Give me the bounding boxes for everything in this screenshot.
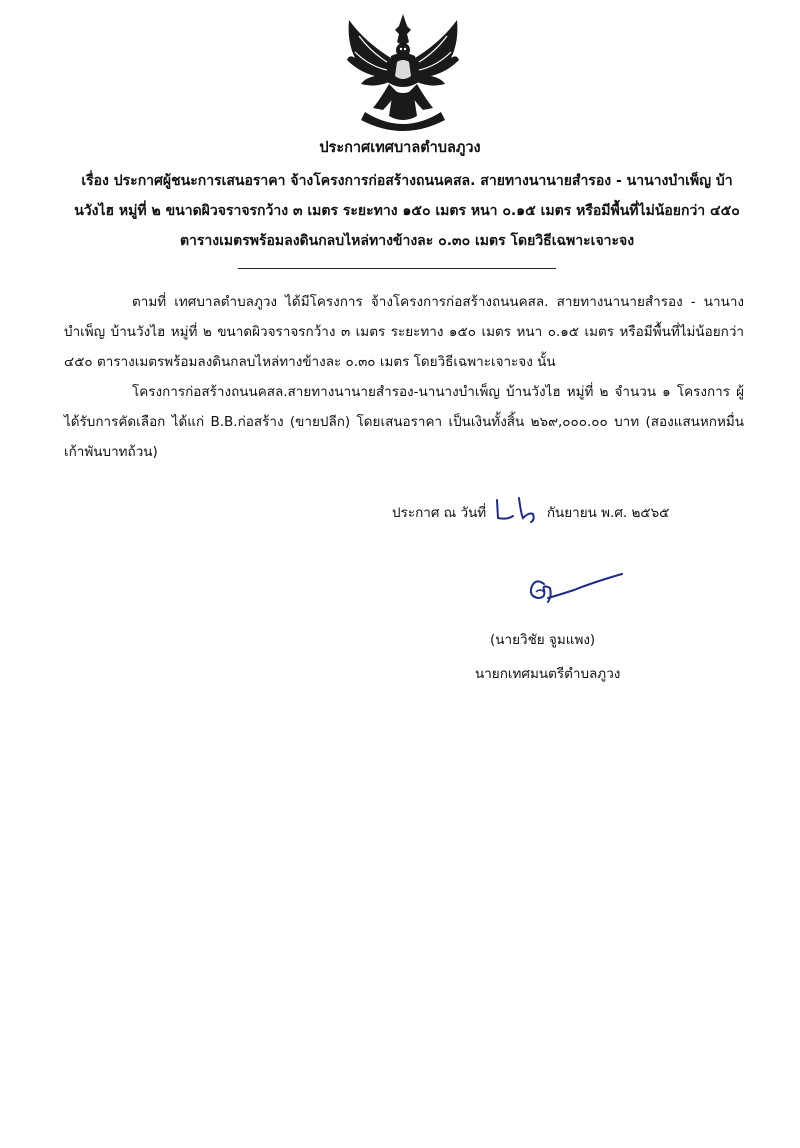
signer-position: นายกเทศมนตรีตำบลภูวง <box>475 666 621 682</box>
handwritten-signature-icon <box>522 568 632 616</box>
handwritten-day <box>493 496 541 526</box>
signer-name: (นายวิชัย จูมแพง) <box>490 632 596 648</box>
document-subject: เรื่อง ประกาศผู้ชนะการเสนอราคา จ้างโครงการก่อสร้างถนนคสล. สายทางนานายสำรอง - นานางบำเพ็ญ บ้านวังไฮ หมู่ที่ ๒ ขนาดผิวจราจรกว้าง ๓ เมตร ระยะทาง ๑๕๐ เมตร หนา ๐.๑๕ เมตร หรือมีพื้นที่ไม่น้อยกว่า ๔๕๐ ตารางเมตรพร้อมลงดินกลบไหล่ทางข้างละ ๐.๓๐ เมตร โดยวิธีเฉพาะเจาะจง <box>74 173 740 249</box>
date-prefix: ประกาศ ณ วันที่ <box>392 505 487 521</box>
garuda-emblem-icon <box>345 12 461 137</box>
announcement-date <box>392 496 669 526</box>
body-paragraph-2: โครงการก่อสร้างถนนคสล.สายทางนานายสำรอง-นานางบำเพ็ญ บ้านวังไฮ หมู่ที่ ๒ จำนวน ๑ โครงการ ผู้ได้รับการคัดเลือก ได้แก่ B.B.ก่อสร้าง (ขายปลีก) โดยเสนอราคา เป็นเงินทั้งสิ้น ๒๖๙,๐๐๐.๐๐ บาท (สองแสนหกหมื่นเก้าพันบาทถ้วน) <box>64 384 744 460</box>
body-paragraph-1: ตามที่ เทศบาลตำบลภูวง ได้มีโครงการ จ้างโครงการก่อสร้างถนนคสล. สายทางนานายสำรอง - นานางบำเพ็ญ บ้านวังไฮ หมู่ที่ ๒ ขนาดผิวจราจรกว้าง ๓ เมตร ระยะทาง ๑๕๐ เมตร หนา ๐.๑๕ เมตร หรือมีพื้นที่ไม่น้อยกว่า ๔๕๐ ตารางเมตรพร้อมลงดินกลบไหล่ทางข้างละ ๐.๓๐ เมตร โดยวิธีเฉพาะเจาะจง นั้น <box>64 294 744 370</box>
divider-line <box>238 268 556 269</box>
date-suffix: กันยายน พ.ศ. ๒๕๖๕ <box>546 505 670 521</box>
document-title: ประกาศเทศบาลตำบลภูวง <box>319 140 481 156</box>
